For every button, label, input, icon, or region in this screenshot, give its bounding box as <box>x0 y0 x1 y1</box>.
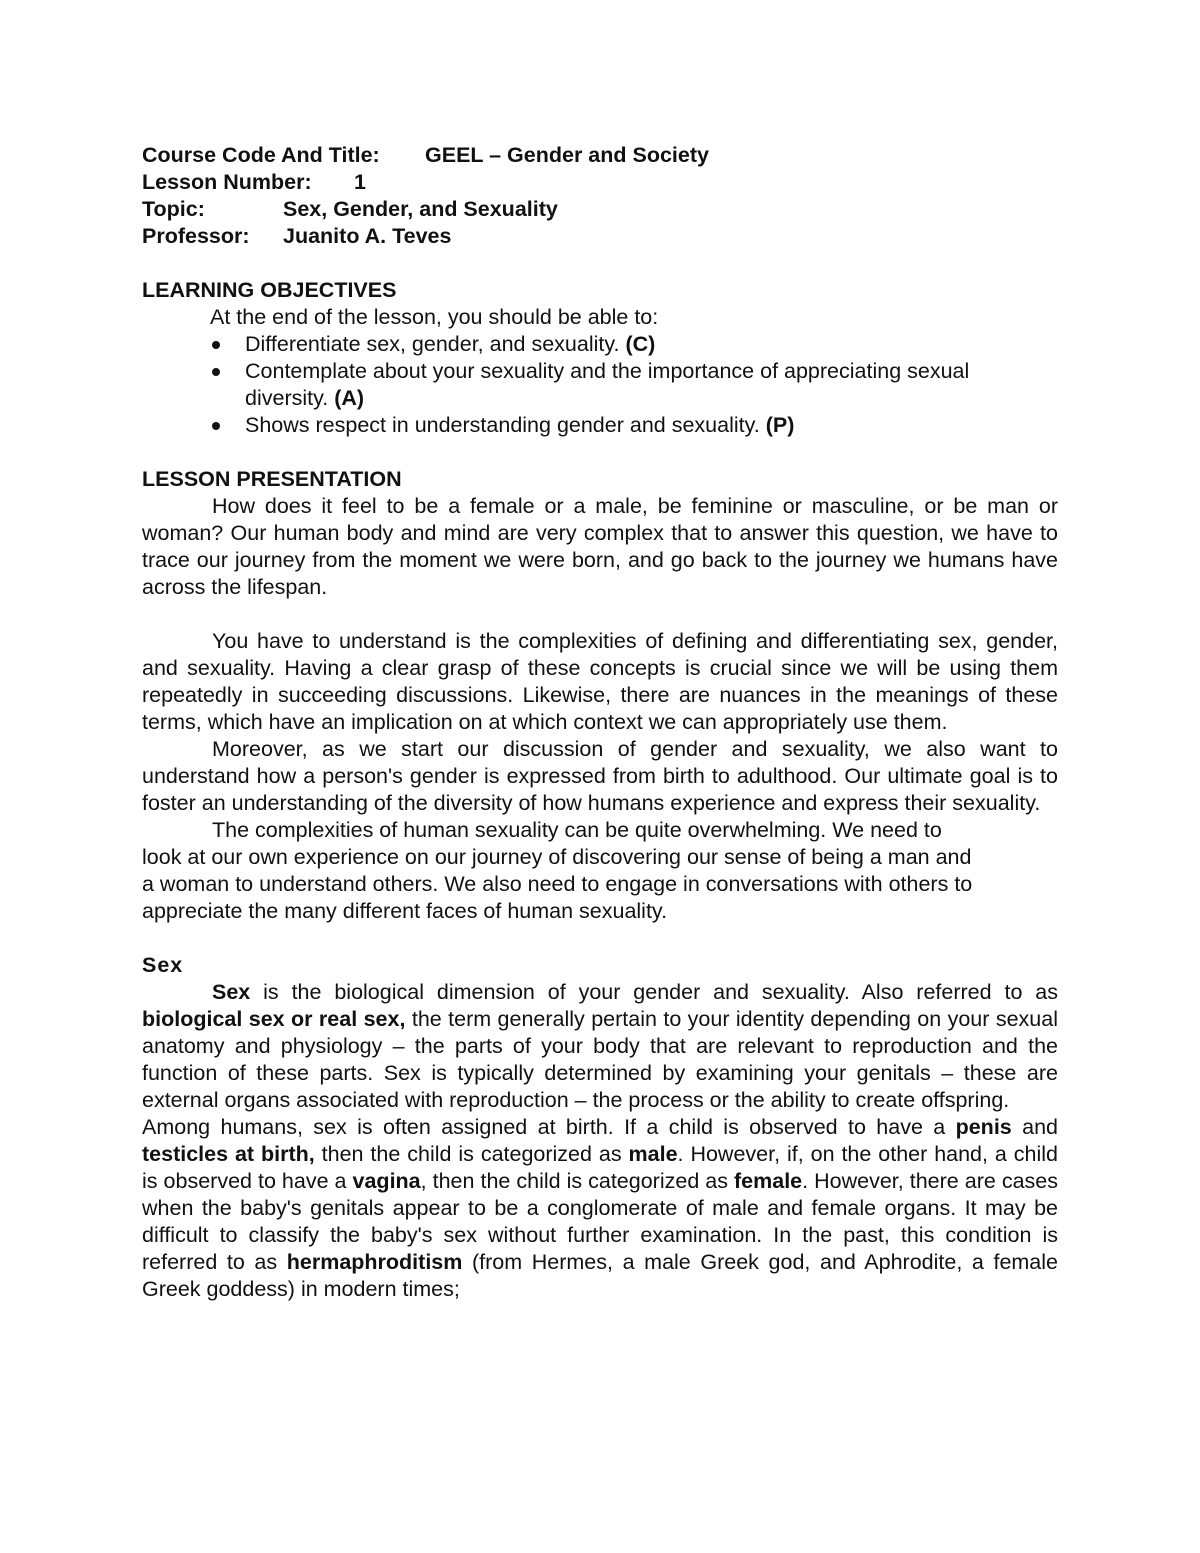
bold-term: male <box>628 1142 678 1166</box>
sex-paragraph-2 <box>142 1114 1058 1303</box>
presentation-paragraph-1: How does it feel to be a female or a male, be feminine or masculine, or be man or woman? Our human body and mind are very complex that to answer this question, we have to trace our journey from the moment we were born, and go back to the journey we humans have across the lifespan. <box>142 494 1058 599</box>
text-run: and <box>1011 1115 1058 1139</box>
text-run: Among humans, sex is often assigned at birth. If a child is observed to have a <box>142 1115 956 1139</box>
bold-term: penis <box>955 1115 1012 1139</box>
bold-term: biological sex or real sex, <box>142 1007 406 1031</box>
bold-term: Sex <box>212 980 251 1004</box>
lesson-label: Lesson Number: <box>142 170 312 194</box>
topic-value: Sex, Gender, and Sexuality <box>283 197 558 221</box>
objective-text: Shows respect in understanding gender and sexuality. <box>245 413 766 437</box>
text-run: then the child is categorized as <box>314 1142 629 1166</box>
bold-term: testicles at birth, <box>142 1142 315 1166</box>
list-item <box>142 412 1058 439</box>
text-run: is the biological dimension of your gender and sexuality. Also referred to as <box>250 980 1058 1004</box>
text-run: . However, there are cases when the baby's genitals appear to be a conglomerate of male and female organs. It may be difficult to classify the baby's sex without further examination. In the past, this condition is referred to as <box>142 1169 1058 1274</box>
bullet-icon <box>212 341 220 349</box>
list-item <box>142 358 1058 412</box>
bold-term: hermaphroditism <box>286 1250 463 1274</box>
paragraph-line: The complexities of human sexuality can be quite overwhelming. We need to <box>212 818 942 842</box>
list-item <box>142 331 1058 358</box>
paragraph-line: a woman to understand others. We also need to engage in conversations with others to <box>142 872 973 896</box>
professor-value: Juanito A. Teves <box>283 224 452 248</box>
bold-term: female <box>734 1169 803 1193</box>
objectives-intro: At the end of the lesson, you should be able to: <box>210 305 659 329</box>
bullet-icon <box>212 422 220 430</box>
paragraph-line: appreciate the many different faces of human sexuality. <box>142 899 668 923</box>
objectives-list <box>142 331 1058 439</box>
bullet-icon <box>212 368 220 376</box>
paragraph-line: look at our own experience on our journey of discovering our sense of being a man and <box>142 845 972 869</box>
bold-term: vagina <box>352 1169 421 1193</box>
objective-tag: (A) <box>334 386 365 410</box>
presentation-paragraph-3: Moreover, as we start our discussion of gender and sexuality, we also want to understand how a person's gender is expressed from birth to adulthood. Our ultimate goal is to foster an understanding of the diversity of how humans experience and express their sexuality. <box>142 737 1058 815</box>
lesson-value: 1 <box>354 170 366 194</box>
text-run: the term generally pertain to your identity depending on your sexual anatomy and physiology – the parts of your body that are relevant to reproduction and the function of these parts. Sex is typically determined by examining your genitals – these are external organs associated with reproduction – the process or the ability to create offspring. <box>142 1007 1058 1112</box>
sex-section-title: Sex <box>142 953 184 977</box>
objective-text: Contemplate about your sexuality and the importance of appreciating sexual diversity. <box>245 359 970 410</box>
presentation-title: LESSON PRESENTATION <box>142 467 402 491</box>
sex-paragraph-1 <box>142 979 1058 1114</box>
professor-label: Professor: <box>142 224 250 248</box>
course-header <box>142 142 1058 250</box>
topic-label: Topic: <box>142 197 205 221</box>
text-run: (from Hermes, a male Greek god, and Aphrodite, a female Greek goddess) in modern times; <box>142 1250 1058 1301</box>
presentation-paragraph-4 <box>142 817 1058 925</box>
lesson-row <box>142 169 1058 196</box>
course-value: GEEL – Gender and Society <box>425 143 709 167</box>
text-run: . However, if, on the other hand, a child is observed to have a <box>142 1142 1059 1193</box>
objective-tag: (P) <box>765 413 795 437</box>
topic-row <box>142 196 1058 223</box>
text-run: , then the child is categorized as <box>420 1169 734 1193</box>
professor-row <box>142 223 1058 250</box>
presentation-paragraph-2: You have to understand is the complexities of defining and differentiating sex, gender, and sexuality. Having a clear grasp of these concepts is crucial since we will be using them repeatedly in succeeding discussions. Likewise, there are nuances in the meanings of these terms, which have an implication on at which context we can appropriately use them. <box>142 629 1058 734</box>
objective-text: Differentiate sex, gender, and sexuality. <box>245 332 626 356</box>
objective-tag: (C) <box>625 332 656 356</box>
objectives-title: LEARNING OBJECTIVES <box>142 278 397 302</box>
course-label: Course Code And Title: <box>142 143 380 167</box>
course-row <box>142 142 1058 169</box>
